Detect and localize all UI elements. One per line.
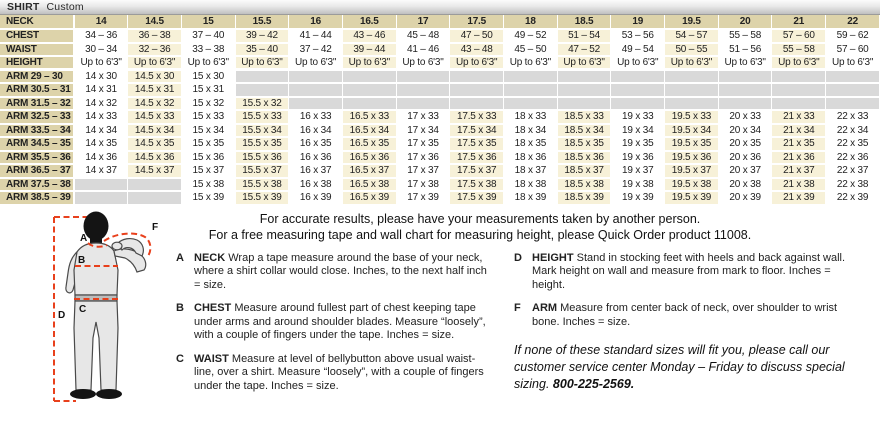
size-cell: 16.5 x 34 [342,124,396,138]
empty-cell [611,97,665,111]
instruction-letter: F [514,302,521,314]
neck-size-header: 17.5 [450,15,504,29]
size-cell: 15 x 36 [181,151,235,165]
instruction-letter: D [514,251,522,264]
size-cell: 14 x 35 [74,137,128,151]
neck-size-header: 14.5 [128,15,182,29]
size-cell: 39 – 44 [342,43,396,57]
size-cell: 49 – 52 [504,29,558,43]
empty-cell [128,191,182,205]
empty-cell [611,70,665,84]
instruction-letter: B [176,302,184,314]
size-cell: 14 x 33 [74,110,128,124]
instruction-term: NECK [194,251,226,264]
row-label: WAIST [0,43,74,57]
row-label: ARM 34.5 – 35 [0,137,74,151]
neck-size-header: 16.5 [342,15,396,29]
size-cell: 43 – 48 [450,43,504,57]
empty-cell [396,97,450,111]
size-cell: 45 – 48 [396,29,450,43]
size-cell: 14.5 x 37 [128,164,182,178]
size-cell: 17.5 x 34 [450,124,504,138]
size-cell: 21 x 35 [772,137,826,151]
size-cell: 37 – 40 [181,29,235,43]
row-label: ARM 37.5 – 38 [0,178,74,192]
size-cell: 18 x 36 [504,151,558,165]
size-cell: 20 x 39 [718,191,772,205]
size-cell: 19 x 35 [611,137,665,151]
size-cell: 21 x 38 [772,178,826,192]
instructions-left-column [176,252,494,404]
size-cell: 15 x 39 [181,191,235,205]
instruction-text: ARM Measure from center back of neck, over shoulder to wrist bone. Inches = size. [532,302,838,328]
size-cell: 32 – 36 [128,43,182,57]
size-cell: 15.5 x 33 [235,110,289,124]
neck-size-header: 16 [289,15,343,29]
instruction-arm [514,302,854,329]
figure-label-chest: B [78,254,86,266]
size-cell: 51 – 56 [718,43,772,57]
size-cell: Up to 6'3" [557,56,611,70]
size-cell: 19.5 x 37 [665,164,719,178]
size-cell: 22 x 33 [826,110,880,124]
empty-cell [235,83,289,97]
neck-size-header: 14 [74,15,128,29]
empty-cell [557,97,611,111]
size-cell: 19 x 38 [611,178,665,192]
size-cell: 15 x 30 [181,70,235,84]
size-cell: 41 – 46 [396,43,450,57]
size-cell: 18.5 x 33 [557,110,611,124]
table-row [0,110,880,124]
special-sizing-note-text: If none of these standard sizes will fit you, please call our customer service center Monday – Friday to discuss special sizing. [514,343,845,391]
size-cell: 21 x 37 [772,164,826,178]
size-cell: 18 x 39 [504,191,558,205]
empty-cell [772,97,826,111]
intro-text [176,211,854,243]
size-cell: 17.5 x 33 [450,110,504,124]
empty-cell [826,70,880,84]
neck-size-header: 18.5 [557,15,611,29]
size-cell: 14.5 x 32 [128,97,182,111]
neck-size-header: 19 [611,15,665,29]
size-cell: 17.5 x 38 [450,178,504,192]
table-subtitle: Custom [46,1,84,13]
table-row [0,43,880,57]
neck-size-header: 15 [181,15,235,29]
size-cell: Up to 6'3" [450,56,504,70]
size-cell: 19 x 34 [611,124,665,138]
instructions-right-column [514,252,854,404]
row-label: ARM 38.5 – 39 [0,191,74,205]
neck-size-header: 18 [504,15,558,29]
table-row [0,70,880,84]
row-label: HEIGHT [0,56,74,70]
size-cell: 49 – 54 [611,43,665,57]
instruction-term: CHEST [194,302,232,314]
instruction-waist [176,353,494,394]
size-cell: 21 x 33 [772,110,826,124]
size-cell: 15.5 x 38 [235,178,289,192]
empty-cell [557,83,611,97]
size-cell: 18 x 33 [504,110,558,124]
size-cell: Up to 6'3" [665,56,719,70]
size-cell: 16.5 x 37 [342,164,396,178]
size-cell: 15 x 32 [181,97,235,111]
empty-cell [665,70,719,84]
size-table [0,15,880,206]
size-cell: 17.5 x 35 [450,137,504,151]
size-cell: 15.5 x 32 [235,97,289,111]
size-cell: 17 x 37 [396,164,450,178]
size-cell: 18.5 x 35 [557,137,611,151]
empty-cell [74,191,128,205]
size-cell: 16.5 x 35 [342,137,396,151]
size-cell: 16 x 34 [289,124,343,138]
size-cell: 57 – 60 [826,43,880,57]
instruction-chest [176,302,494,343]
empty-cell [718,97,772,111]
size-cell: 15 x 37 [181,164,235,178]
empty-cell [718,83,772,97]
size-cell: Up to 6'3" [128,56,182,70]
size-cell: 18.5 x 39 [557,191,611,205]
size-cell: 21 x 36 [772,151,826,165]
size-cell: 20 x 38 [718,178,772,192]
size-cell: 57 – 60 [772,29,826,43]
intro-line-1: For accurate results, please have your measurements taken by another person. [259,211,701,226]
size-cell: 22 x 36 [826,151,880,165]
figure-label-height: D [58,309,66,321]
size-cell: 17.5 x 37 [450,164,504,178]
table-row [0,164,880,178]
size-cell: Up to 6'3" [504,56,558,70]
empty-cell [74,178,128,192]
row-label: ARM 30.5 – 31 [0,83,74,97]
measurement-instructions [176,206,880,404]
empty-cell [396,70,450,84]
instruction-term: WAIST [194,352,229,365]
size-cell: 20 x 37 [718,164,772,178]
size-cell: 14 x 34 [74,124,128,138]
neck-size-header: 22 [826,15,880,29]
table-row [0,29,880,43]
size-cell: 37 – 42 [289,43,343,57]
row-label: CHEST [0,29,74,43]
size-cell: 14.5 x 34 [128,124,182,138]
size-cell: Up to 6'3" [396,56,450,70]
empty-cell [718,70,772,84]
size-cell: 19.5 x 33 [665,110,719,124]
size-cell: 51 – 54 [557,29,611,43]
table-title: SHIRT [7,1,40,13]
size-cell: 18 x 35 [504,137,558,151]
size-cell: 15 x 31 [181,83,235,97]
size-cell: 14.5 x 33 [128,110,182,124]
instruction-text: WAIST Measure at level of bellybutton above usual waist-line, over a shirt. Measure “loosely”, with a couple of fingers under the tape. Inches = size. [194,352,484,392]
size-cell: 14.5 x 36 [128,151,182,165]
size-cell: 15 x 34 [181,124,235,138]
empty-cell [342,83,396,97]
size-cell: 18 x 34 [504,124,558,138]
empty-cell [450,97,504,111]
table-row [0,191,880,205]
size-cell: 15.5 x 34 [235,124,289,138]
size-cell: 19.5 x 39 [665,191,719,205]
measurement-figure [44,210,170,410]
empty-cell [450,83,504,97]
size-cell: 20 x 33 [718,110,772,124]
empty-cell [289,83,343,97]
size-cell: 21 x 34 [772,124,826,138]
size-cell: 18 x 38 [504,178,558,192]
size-cell: 34 – 36 [74,29,128,43]
neck-size-header: 15.5 [235,15,289,29]
size-cell: Up to 6'3" [342,56,396,70]
size-cell: 15.5 x 37 [235,164,289,178]
size-cell: 55 – 58 [772,43,826,57]
measurement-guide-section [0,206,880,418]
empty-cell [504,83,558,97]
size-cell: 19.5 x 36 [665,151,719,165]
size-cell: Up to 6'3" [74,56,128,70]
table-row [0,151,880,165]
size-cell: 22 x 37 [826,164,880,178]
empty-cell [665,83,719,97]
row-label: ARM 32.5 – 33 [0,110,74,124]
instruction-neck [176,252,494,293]
instruction-text: NECK Wrap a tape measure around the base of your neck, where a shirt collar would close. Inches, to the next half inch = size. [194,251,487,291]
size-cell: 22 x 38 [826,178,880,192]
size-cell: 14 x 30 [74,70,128,84]
size-cell: 18.5 x 34 [557,124,611,138]
size-cell: 15.5 x 39 [235,191,289,205]
empty-cell [128,178,182,192]
size-cell: 16 x 38 [289,178,343,192]
row-label: ARM 29 – 30 [0,70,74,84]
size-cell: 20 x 36 [718,151,772,165]
size-cell: 18.5 x 37 [557,164,611,178]
customer-service-phone: 800-225-2569. [552,377,635,391]
neck-header-row [0,15,880,29]
size-cell: 47 – 50 [450,29,504,43]
size-cell: 22 x 35 [826,137,880,151]
row-label: ARM 36.5 – 37 [0,164,74,178]
row-label: ARM 31.5 – 32 [0,97,74,111]
empty-cell [235,70,289,84]
size-cell: 20 x 34 [718,124,772,138]
empty-cell [504,70,558,84]
figure-label-waist: C [79,303,87,315]
size-cell: 16 x 39 [289,191,343,205]
size-cell: 22 x 39 [826,191,880,205]
size-cell: 17.5 x 36 [450,151,504,165]
instruction-text: HEIGHT Stand in stocking feet with heels and back against wall. Mark height on wall and measure from mark to floor. Inches = height. [532,251,846,291]
table-row [0,124,880,138]
neck-row-label: NECK [0,15,74,29]
size-cell: 21 x 39 [772,191,826,205]
size-cell: 16 x 33 [289,110,343,124]
size-cell: 53 – 56 [611,29,665,43]
size-cell: 30 – 34 [74,43,128,57]
size-cell: 19.5 x 34 [665,124,719,138]
size-cell: 17 x 38 [396,178,450,192]
size-cell: 14 x 36 [74,151,128,165]
size-cell: 17 x 33 [396,110,450,124]
empty-cell [557,70,611,84]
row-label: ARM 33.5 – 34 [0,124,74,138]
size-cell: 14 x 32 [74,97,128,111]
table-row [0,137,880,151]
table-row [0,178,880,192]
size-cell: 16.5 x 38 [342,178,396,192]
size-cell: 47 – 52 [557,43,611,57]
size-cell: 14.5 x 35 [128,137,182,151]
size-cell: 54 – 57 [665,29,719,43]
instruction-height [514,252,854,293]
row-label: ARM 35.5 – 36 [0,151,74,165]
size-cell: Up to 6'3" [289,56,343,70]
neck-size-header: 21 [772,15,826,29]
size-cell: Up to 6'3" [235,56,289,70]
instruction-text: CHEST Measure around fullest part of chest keeping tape under arms and around shoulder blades. Measure “loosely”, with a couple of fingers under the tape. Inches = size. [194,302,486,341]
neck-size-header: 19.5 [665,15,719,29]
size-cell: 15 x 35 [181,137,235,151]
size-cell: 45 – 50 [504,43,558,57]
size-cell: 43 – 46 [342,29,396,43]
figure-label-neck: A [80,232,88,244]
size-cell: 14 x 37 [74,164,128,178]
table-row [0,83,880,97]
empty-cell [342,70,396,84]
size-cell: 16.5 x 36 [342,151,396,165]
empty-cell [396,83,450,97]
size-cell: 17 x 35 [396,137,450,151]
table-row [0,56,880,70]
intro-line-2: For a free measuring tape and wall chart for measuring height, please Quick Order product 11008. [208,227,752,242]
size-cell: 59 – 62 [826,29,880,43]
size-cell: 19.5 x 35 [665,137,719,151]
size-cell: 36 – 38 [128,29,182,43]
size-cell: 16 x 37 [289,164,343,178]
size-cell: 50 – 55 [665,43,719,57]
size-cell: 15 x 38 [181,178,235,192]
figure-label-arm: F [152,221,159,233]
size-cell: 17 x 39 [396,191,450,205]
size-cell: 16.5 x 39 [342,191,396,205]
size-cell: 16 x 36 [289,151,343,165]
size-cell: 18.5 x 36 [557,151,611,165]
instruction-term: ARM [532,302,558,314]
size-cell: 33 – 38 [181,43,235,57]
size-cell: 22 x 34 [826,124,880,138]
size-cell: 16 x 35 [289,137,343,151]
size-cell: 35 – 40 [235,43,289,57]
instruction-letter: C [176,352,184,365]
empty-cell [450,70,504,84]
size-cell: Up to 6'3" [718,56,772,70]
empty-cell [611,83,665,97]
empty-cell [826,83,880,97]
size-cell: 18 x 37 [504,164,558,178]
table-row [0,97,880,111]
empty-cell [504,97,558,111]
special-sizing-note [514,342,854,393]
size-cell: Up to 6'3" [772,56,826,70]
size-cell: 15 x 33 [181,110,235,124]
instruction-term: HEIGHT [532,251,574,264]
size-cell: 17 x 36 [396,151,450,165]
size-cell: 16.5 x 33 [342,110,396,124]
size-cell: 14.5 x 30 [128,70,182,84]
empty-cell [289,70,343,84]
size-cell: 17 x 34 [396,124,450,138]
size-cell: 14.5 x 31 [128,83,182,97]
empty-cell [772,70,826,84]
size-cell: 15.5 x 36 [235,151,289,165]
empty-cell [289,97,343,111]
size-cell: 19 x 36 [611,151,665,165]
size-cell: 39 – 42 [235,29,289,43]
size-cell: Up to 6'3" [611,56,665,70]
empty-cell [826,97,880,111]
instructions-right-list [514,252,854,330]
size-cell: 19 x 33 [611,110,665,124]
size-cell: Up to 6'3" [826,56,880,70]
size-cell: Up to 6'3" [181,56,235,70]
empty-cell [772,83,826,97]
size-cell: 15.5 x 35 [235,137,289,151]
neck-size-header: 20 [718,15,772,29]
instruction-letter: A [176,251,184,264]
size-cell: 55 – 58 [718,29,772,43]
size-cell: 14 x 31 [74,83,128,97]
size-cell: 19 x 39 [611,191,665,205]
neck-size-header: 17 [396,15,450,29]
size-cell: 19 x 37 [611,164,665,178]
size-cell: 18.5 x 38 [557,178,611,192]
table-title-bar [0,0,880,15]
empty-cell [665,97,719,111]
size-cell: 17.5 x 39 [450,191,504,205]
size-cell: 41 – 44 [289,29,343,43]
size-cell: 20 x 35 [718,137,772,151]
empty-cell [342,97,396,111]
size-cell: 19.5 x 38 [665,178,719,192]
